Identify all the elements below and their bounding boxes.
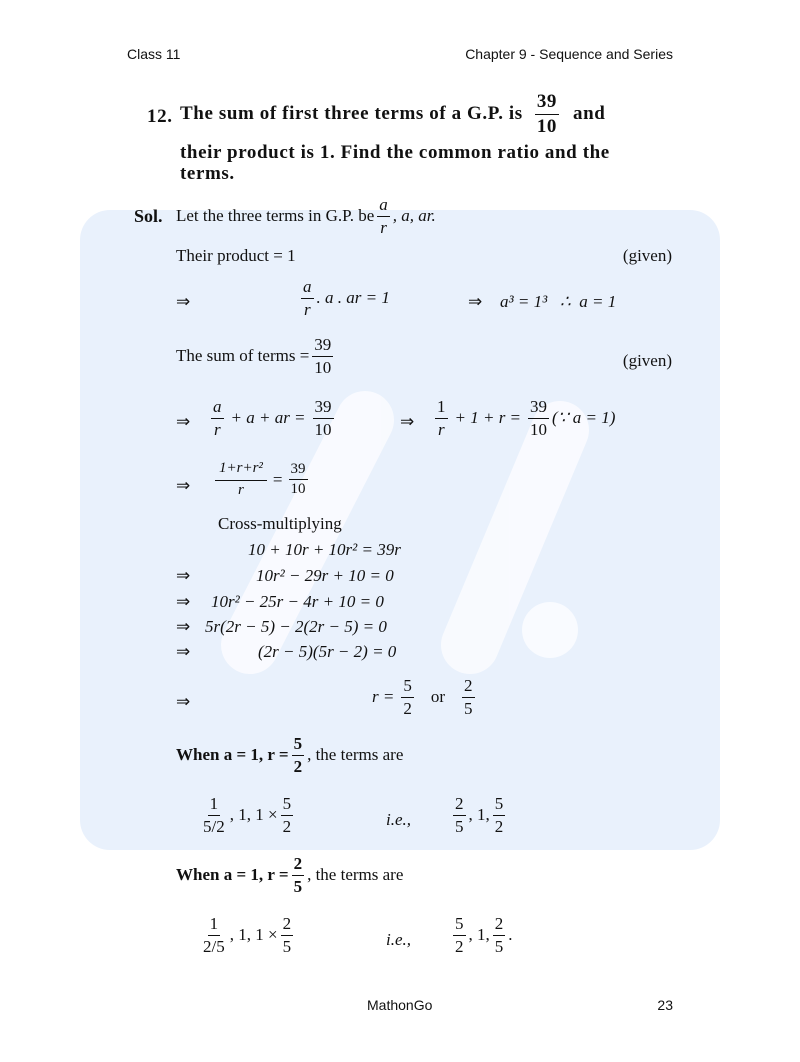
ie-label: i.e., [386,930,412,949]
frac-den: 5 [293,876,303,896]
question-and: and [573,103,606,125]
step1 [298,278,390,319]
given-note-2: (given) [622,351,672,370]
case1-heading [176,735,403,776]
header-class: Class 11 [127,46,181,62]
r-solutions [372,677,478,718]
fraction-1-over-2-5 [201,915,227,956]
ie-label: i.e., [386,810,412,829]
step3-fraction [215,461,267,499]
frac-den: 5 [464,698,473,718]
step2-left-text: + a + ar = [230,408,306,428]
frac-den: 5 [494,936,504,956]
frac-num: a [211,398,224,419]
frac-den: 2 [403,698,412,718]
question-number: 12. [147,106,173,127]
sol-intro [176,196,436,237]
frac-num: 39 [312,336,333,357]
fraction-2-5 [281,915,294,956]
question-text-1: The sum of first three terms of a G.P. is [180,103,523,125]
frac-num: 5 [493,795,506,816]
fraction-39-10 [289,462,308,499]
frac-den: r [437,419,445,439]
frac-num: 1 [208,795,221,816]
frac-num: 39 [535,92,559,115]
frac-num: 2 [453,795,466,816]
case1-result-mid: , 1, [468,805,490,825]
implies-arrow: ⇒ [176,566,191,585]
frac-den: r [380,217,387,237]
fraction-5-2 [453,915,466,956]
one-over-r [435,398,448,439]
frac-den: r [238,481,244,498]
a-over-r [211,398,224,439]
frac-num: 2 [292,855,305,876]
terms-are-text: , the terms are [307,865,404,885]
cross-multiplying-label: Cross-multiplying [218,514,342,533]
frac-den: 5/2 [203,816,225,836]
fraction-5-2 [292,735,305,776]
frac-den: 2 [494,816,504,836]
frac-num: 1+r+r² [215,461,267,481]
frac-num: 39 [528,398,549,419]
fraction-2-5 [462,677,475,718]
implies-arrow: ⇒ [176,642,191,661]
header-chapter: Chapter 9 - Sequence and Series [465,46,673,62]
a-over-r [377,196,390,237]
frac-num: 5 [281,795,294,816]
equation-5: (2r − 5)(5r − 2) = 0 [258,642,397,661]
step3: $\frac{\text{1+r+r²}}{r}$ = $\frac{39}{10}$ [212,461,311,499]
page-number: 23 [657,997,673,1013]
implies-arrow: ⇒ [176,412,191,431]
frac-den: r [213,419,221,439]
question-line3: terms. [180,163,235,184]
equation-1: 10 + 10r + 10r² = 39r [248,540,401,559]
equation-4: 5r(2r − 5) − 2(2r − 5) = 0 [205,617,387,636]
fraction-39-10 [313,398,334,439]
fraction-39-10 [312,336,333,377]
step1-right: a³ = 1³ ∴ a = 1 [500,292,617,311]
fraction-5-2 [281,795,294,836]
step1-mid: . a . ar = 1 [316,288,390,308]
frac-den: 10 [314,419,332,439]
frac-den: 5 [455,816,464,836]
frac-num: 2 [281,915,294,936]
step2-left [208,398,337,439]
frac-num: a [377,196,390,217]
implies-arrow: ⇒ [176,476,191,495]
fraction-5-2 [401,677,414,718]
frac-den: 2 [455,936,464,956]
frac-den: 5 [282,936,292,956]
case1-terms [198,795,296,836]
case1-result [450,795,508,836]
step2-note: (∵ a = 1) [552,408,616,428]
case2-head-text: When a = 1, r = [176,865,289,885]
case2-heading [176,855,403,896]
equation-2: 10r² − 29r + 10 = 0 [256,566,394,585]
step2-right [432,398,615,439]
frac-den: r [303,299,311,319]
terms-are-text: , the terms are [307,745,404,765]
or-text: or [430,687,446,707]
frac-num: 39 [313,398,334,419]
implies-arrow: ⇒ [176,592,191,611]
implies-arrow: ⇒ [468,292,483,311]
fraction-5-2 [493,795,506,836]
intro-terms: , a, ar. [392,206,436,226]
frac-num: a [301,278,314,299]
intro-text: Let the three terms in G.P. be [176,206,375,226]
frac-num: 5 [292,735,305,756]
sol-label: Sol. [134,206,163,226]
frac-den: 10 [314,357,332,377]
a-over-r [301,278,314,319]
frac-den: 10 [530,419,548,439]
product-line: Their product = 1 [176,246,296,265]
frac-num: 5 [401,677,414,698]
case2-terms-mid: , 1, 1 × [229,925,278,945]
sum-text: The sum of terms = [176,346,310,366]
frac-num: 2 [462,677,475,698]
r-eq: r = [372,687,395,707]
sum-line [176,336,336,377]
footer-brand: MathonGo [367,997,433,1013]
fraction-2-5 [453,795,466,836]
fraction-39-10 [528,398,549,439]
frac-num: 5 [453,915,466,936]
implies-arrow: ⇒ [176,292,191,311]
question-line2: their product is 1. Find the common ratio and the [180,142,610,163]
frac-den: 2 [293,756,303,776]
case2-result-mid: , 1, [468,925,490,945]
frac-num: 1 [208,915,221,936]
frac-den: 10 [290,481,306,498]
frac-den: 10 [536,115,558,137]
case2-terms [198,915,296,956]
case2-result [450,915,513,956]
case1-terms-mid: , 1, 1 × [229,805,278,825]
fraction-2-5 [292,855,305,896]
frac-num: 2 [493,915,506,936]
fraction-1-over-5-2 [201,795,227,836]
implies-arrow: ⇒ [176,692,191,711]
given-note-1: (given) [622,246,672,265]
fraction-2-5 [493,915,506,956]
equation-3: 10r² − 25r − 4r + 10 = 0 [211,592,384,611]
implies-arrow: ⇒ [176,617,191,636]
frac-num: 39 [289,462,308,481]
frac-num: 1 [435,398,448,419]
frac-den: 2/5 [203,936,225,956]
implies-arrow: ⇒ [400,412,415,431]
case1-head-text: When a = 1, r = [176,745,289,765]
step2-right-text: + 1 + r = [454,408,522,428]
frac-den: 2 [282,816,292,836]
period: . [508,925,513,945]
